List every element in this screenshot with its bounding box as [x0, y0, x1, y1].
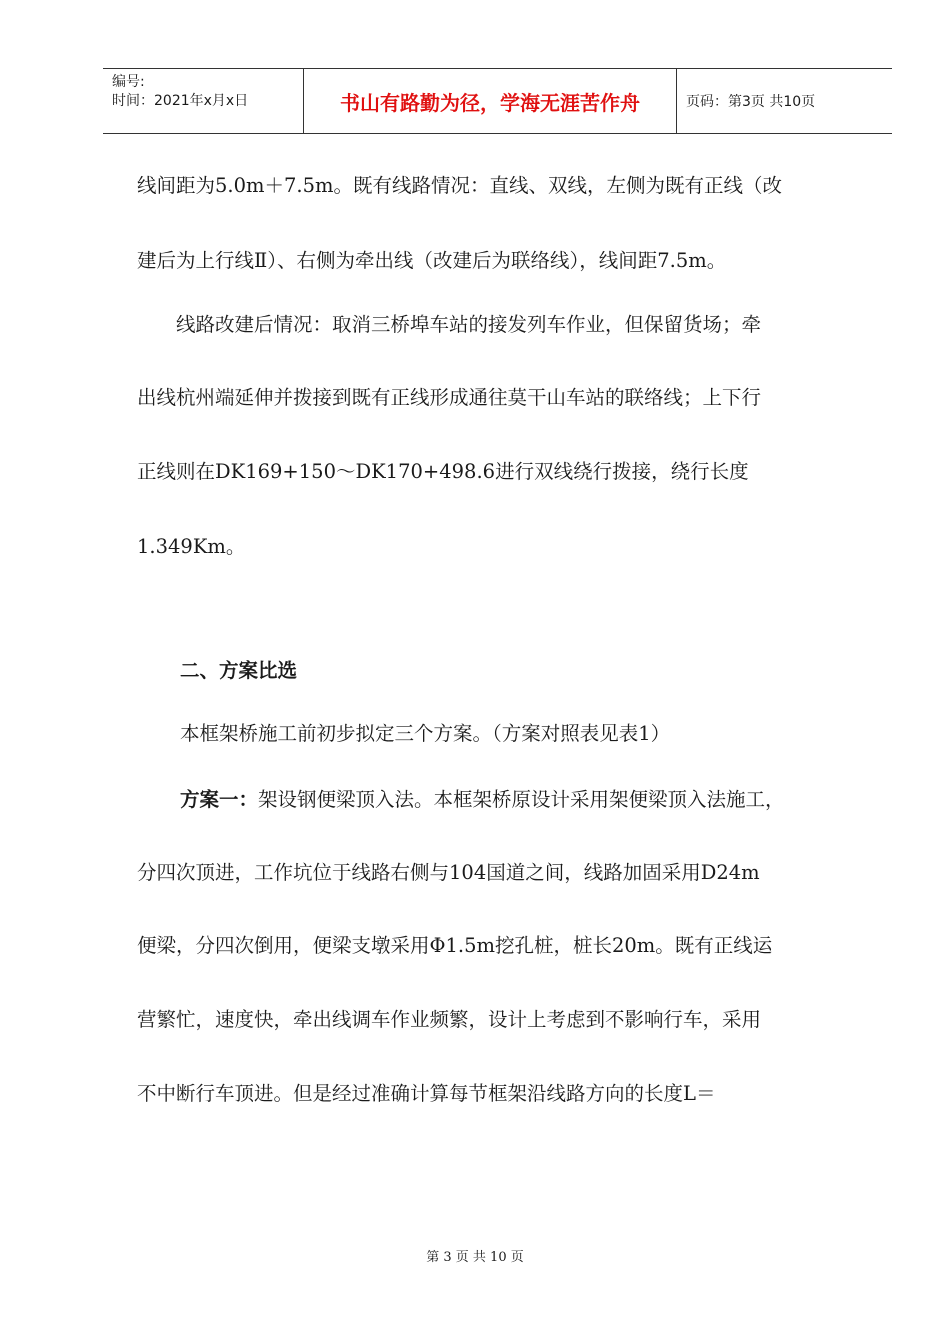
plan1-line: 营繁忙，速度快，牵出线调车作业频繁，设计上考虑到不影响行车，采用: [137, 1008, 762, 1031]
body-line: 线间距为5.0m＋7.5m。既有线路情况：直线、双线，左侧为既有正线（改: [137, 174, 783, 197]
plan1-line: 不中断行车顶进。但是经过准确计算每节框架沿线路方向的长度L＝: [137, 1082, 716, 1105]
plan1-label: 方案一：: [180, 788, 259, 811]
page-header: [103, 68, 892, 134]
time-label: 时间：2021年x月x日: [112, 93, 249, 109]
plan1-line: 分四次顶进，工作坑位于线路右侧与104国道之间，线路加固采用D24m: [137, 861, 760, 884]
intro-line: 本框架桥施工前初步拟定三个方案。（方案对照表见表1）: [180, 722, 671, 745]
body-line: 出线杭州端延伸并拨接到既有正线形成通往莫干山车站的联络线；上下行: [137, 386, 762, 409]
page-footer: 第 3 页 共 10 页: [426, 1250, 524, 1265]
body-line: 线路改建后情况：取消三桥埠车站的接发列车作业，但保留货场；牵: [137, 313, 762, 336]
body-line: 建后为上行线Ⅱ）、右侧为牵出线（改建后为联络线），线间距7.5m。: [137, 249, 727, 272]
body-line: 正线则在DK169+150～DK170+498.6进行双线绕行拨接，绕行长度: [137, 460, 749, 483]
serial-label: 编号:: [112, 74, 145, 90]
section-title: 二、方案比选: [180, 659, 298, 682]
plan1-text: 架设钢便梁顶入法。本框架桥原设计采用架便梁顶入法施工，: [258, 788, 785, 811]
plan1-line: 便梁，分四次倒用，便梁支墩采用Φ1.5m挖孔桩，桩长20m。既有正线运: [137, 934, 773, 957]
header-meta: [103, 69, 303, 133]
body-line: 1.349Km。: [137, 535, 246, 558]
plan1-first-line: [180, 781, 860, 819]
header-page-info: 页码：第3页 共10页: [686, 94, 816, 110]
header-motto: 书山有路勤为径，学海无涯苦作舟: [303, 69, 677, 133]
